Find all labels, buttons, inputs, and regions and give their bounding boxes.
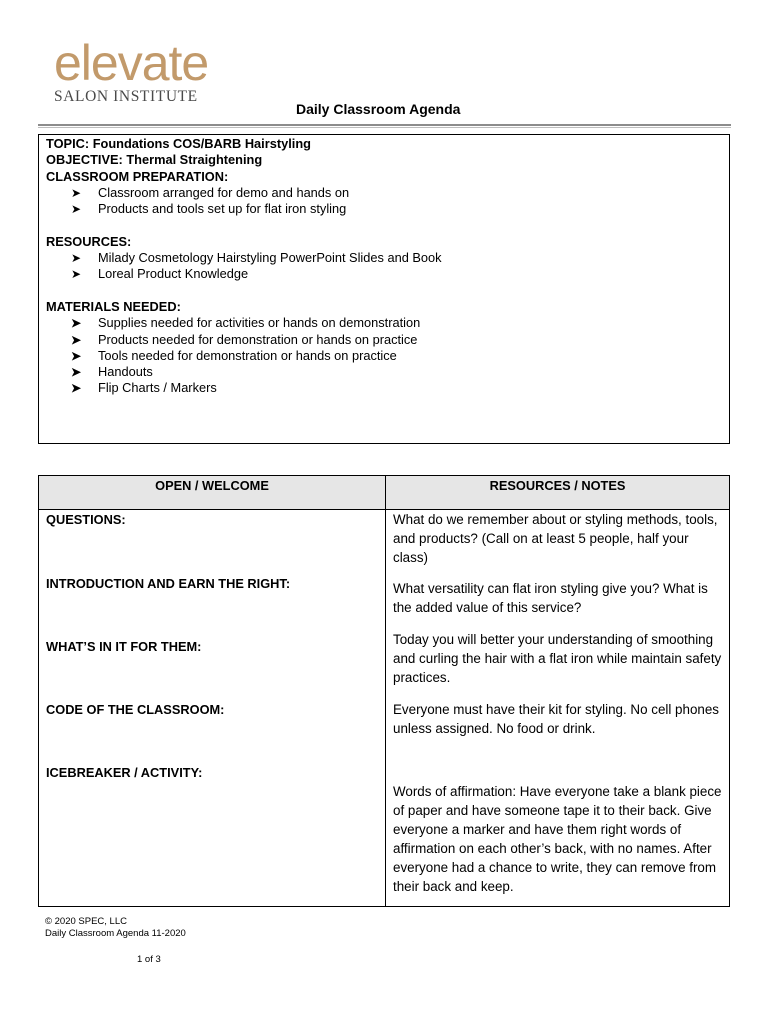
arrow-bullet-icon: ➤: [71, 202, 82, 217]
list-item: ➤ Tools needed for demonstration or hands on practice: [71, 347, 397, 363]
table-row: [39, 510, 730, 907]
header-divider-shadow: [38, 127, 731, 128]
agenda-labels-cell: [39, 510, 386, 907]
table-header-row: [39, 476, 730, 510]
row-note: Today you will better your understanding of smoothing and curling the hair with a flat iron while maintain safety practices.: [393, 632, 722, 685]
arrow-bullet-icon: ➤: [71, 185, 82, 200]
prep-heading: CLASSROOM PREPARATION:: [46, 168, 229, 184]
row-note: What versatility can flat iron styling give you? What is the added value of this service?: [393, 581, 708, 615]
row-note: What do we remember about or styling methods, tools, and products? (Call on at least 5 people, half your class): [393, 512, 718, 565]
materials-list: [46, 315, 729, 396]
row-label: QUESTIONS:: [46, 512, 126, 527]
header-divider: [38, 124, 731, 126]
resources-heading: RESOURCES:: [46, 233, 132, 249]
footer: [45, 916, 186, 940]
materials-heading: MATERIALS NEEDED:: [46, 298, 181, 314]
list-item: ➤ Milady Cosmetology Hairstyling PowerPoint Slides and Book: [71, 250, 442, 266]
agenda-table: [38, 475, 730, 907]
list-item: ➤ Loreal Product Knowledge: [71, 266, 249, 282]
objective-line: OBJECTIVE: Thermal Straightening: [46, 152, 263, 168]
list-item: ➤ Classroom arranged for demo and hands on: [71, 184, 350, 200]
row-note: Everyone must have their kit for styling. No cell phones unless assigned. No food or drink.: [393, 702, 719, 736]
arrow-bullet-icon: ➤: [71, 267, 82, 282]
list-item: ➤ Products needed for demonstration or hands on practice: [71, 331, 418, 347]
column-header-open-welcome: OPEN / WELCOME: [39, 476, 386, 510]
arrow-bullet-icon: ➤: [71, 381, 82, 396]
arrow-bullet-icon: ➤: [71, 332, 82, 347]
arrow-bullet-icon: ➤: [71, 348, 82, 363]
logo-subtitle: SALON INSTITUTE: [54, 88, 198, 105]
resources-list: [46, 250, 729, 283]
arrow-bullet-icon: ➤: [71, 316, 82, 331]
list-item: ➤ Supplies needed for activities or hands on demonstration: [71, 315, 421, 331]
page-number: 1 of 3: [137, 954, 161, 965]
topic-box: [38, 134, 730, 444]
logo-wordmark: elevate: [54, 35, 209, 91]
row-label: ICEBREAKER / ACTIVITY:: [46, 765, 203, 780]
topic-line: TOPIC: Foundations COS/BARB Hairstyling: [46, 136, 311, 151]
row-label: CODE OF THE CLASSROOM:: [46, 702, 225, 717]
page-title: Daily Classroom Agenda: [296, 101, 461, 117]
row-label: WHAT’S IN IT FOR THEM:: [46, 639, 202, 654]
list-item: ➤ Handouts: [71, 364, 153, 380]
arrow-bullet-icon: ➤: [71, 251, 82, 266]
document-id-text: Daily Classroom Agenda 11-2020: [45, 928, 186, 939]
list-item: ➤ Flip Charts / Markers: [71, 380, 217, 396]
list-item: ➤ Products and tools set up for flat iron styling: [71, 201, 347, 217]
arrow-bullet-icon: ➤: [71, 365, 82, 380]
logo: [54, 35, 254, 105]
row-label: INTRODUCTION AND EARN THE RIGHT:: [46, 576, 291, 591]
agenda-notes-cell: [386, 510, 730, 907]
prep-list: [46, 185, 729, 218]
row-note: Words of affirmation: Have everyone take a blank piece of paper and have someone tape it to their back. Give everyone a marker and have them right words of affirmation on each other’s back, with no names. After everyone had a chance to write, they can remove from their back and keep.: [393, 784, 722, 894]
copyright-text: © 2020 SPEC, LLC: [45, 916, 127, 927]
column-header-resources-notes: RESOURCES / NOTES: [386, 476, 730, 510]
